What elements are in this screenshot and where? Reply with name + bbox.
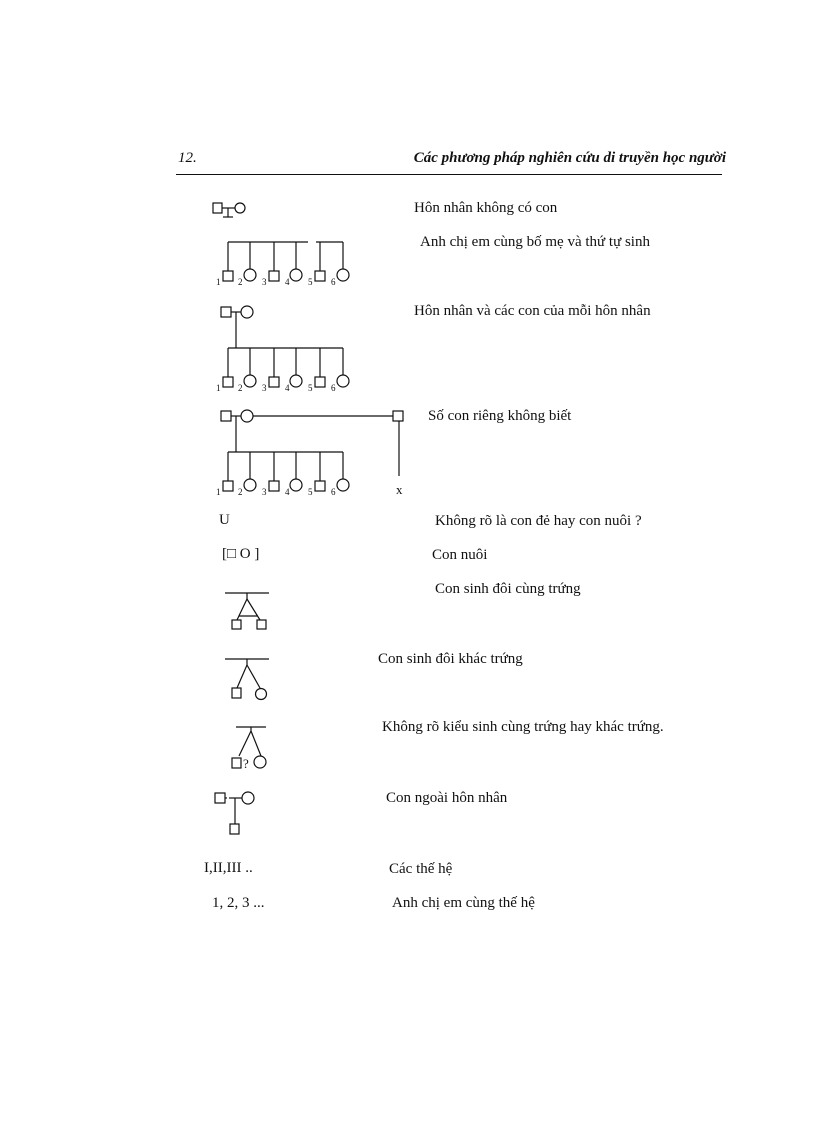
desc-unknown-zygosity-twins: Không rõ kiểu sinh cùng trứng hay khác trứng. <box>382 719 664 735</box>
symbol-extramarital-child <box>212 788 262 838</box>
symbol-fraternal-twins <box>222 652 282 704</box>
symbol-unknown-adopted: U <box>219 512 230 528</box>
running-header-title: Các phương pháp nghiên cứu di truyền học người <box>413 150 726 166</box>
svg-text:2: 2 <box>238 383 243 393</box>
symbol-sibling-numbering: 1, 2, 3 ... <box>212 895 265 911</box>
birth-order-label: 1 <box>216 277 221 287</box>
desc-marriage-children: Hôn nhân và các con của mỗi hôn nhân <box>414 303 651 319</box>
desc-adopted: Con nuôi <box>432 547 488 563</box>
birth-order-label: 5 <box>308 277 313 287</box>
svg-text:3: 3 <box>262 383 267 393</box>
desc-identical-twins: Con sinh đôi cùng trứng <box>435 581 581 597</box>
symbol-generations: I,II,III .. <box>204 860 253 876</box>
header-rule <box>176 174 722 175</box>
birth-order-label: 2 <box>238 277 243 287</box>
unknown-mark: x <box>396 482 403 497</box>
symbol-marriage-children <box>196 302 356 398</box>
desc-unknown-adopted: Không rõ là con đẻ hay con nuôi ? <box>435 513 642 529</box>
birth-order-label: 4 <box>285 277 290 287</box>
svg-text:2: 2 <box>238 487 243 497</box>
desc-marriage-no-children: Hôn nhân không có con <box>414 200 558 216</box>
symbol-adopted: [□ O ] <box>222 546 260 562</box>
svg-text:3: 3 <box>262 487 267 497</box>
symbol-unknown-zygosity-twins <box>222 718 282 776</box>
symbol-marriage-no-children <box>210 198 260 224</box>
birth-order-label: 6 <box>331 277 336 287</box>
desc-extramarital-child: Con ngoài hôn nhân <box>386 790 508 806</box>
svg-text:1: 1 <box>216 383 221 393</box>
svg-text:5: 5 <box>308 487 313 497</box>
desc-fraternal-twins: Con sinh đôi khác trứng <box>378 651 523 667</box>
svg-text:6: 6 <box>331 487 336 497</box>
symbol-unknown-step-children <box>196 406 416 500</box>
desc-generations: Các thế hệ <box>389 861 453 877</box>
page-number: 12. <box>178 150 197 166</box>
desc-sibling-numbering: Anh chị em cùng thế hệ <box>392 895 535 911</box>
svg-text:6: 6 <box>331 383 336 393</box>
birth-order-label: 3 <box>262 277 267 287</box>
desc-unknown-step-children: Số con riêng không biết <box>428 408 572 424</box>
symbol-identical-twins <box>222 586 282 636</box>
twin-question-mark: ? <box>243 756 249 771</box>
desc-siblings-birth-order: Anh chị em cùng bố mẹ và thứ tự sinh <box>420 234 650 250</box>
svg-text:1: 1 <box>216 487 221 497</box>
svg-text:4: 4 <box>285 383 290 393</box>
svg-text:4: 4 <box>285 487 290 497</box>
svg-text:5: 5 <box>308 383 313 393</box>
symbol-siblings-birth-order <box>196 238 356 290</box>
